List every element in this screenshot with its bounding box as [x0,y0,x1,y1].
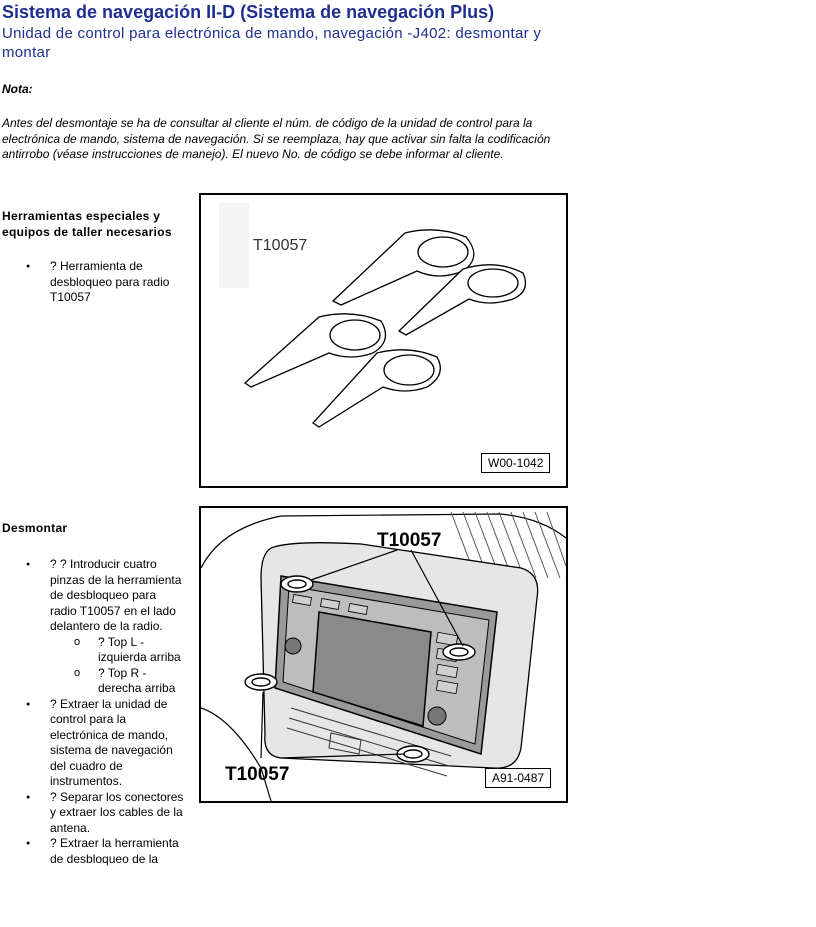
sub-list-item: o ? Top R - derecha arriba [50,666,188,697]
step-text: ? ? Introducir cuatro pinzas de la herramienta de desbloqueo para radio T10057 en el lado delantero de la radio. [50,557,182,633]
tools-heading: Herramientas especiales y equipos de taller necesarios [2,209,172,239]
note-label: Nota: [2,82,33,96]
page-title: Sistema de navegación II-D (Sistema de navegación Plus) [2,2,495,22]
figure-code: A91-0487 [485,768,551,788]
note-text: Antes del desmontaje se ha de consultar al cliente el núm. de código de la unidad de control para la electrónica de mando, sistema de navegación. Si se reemplaza, hay que activar sin falta la codificación antirrobo (véase instrucciones de manejo). El nuevo No. de código se debe informar al cliente. [2,116,551,161]
list-item: ● ? Extraer la herramienta de desbloqueo de la [2,836,186,867]
figure-code: W00-1042 [481,453,550,473]
figure-tool-label: T10057 [377,530,442,551]
knob-icon [285,638,301,654]
figure-radio [199,506,568,803]
list-item: ● ? Herramienta de desbloqueo para radio T10057 [2,259,186,306]
unlock-tool-icon [399,265,525,335]
unlock-tool-icon [313,350,440,427]
knob-icon [428,707,446,725]
removal-steps [2,557,186,867]
list-item: ● ? Separar los conectores y extraer los cables de la antena. [2,790,186,837]
figure-tools [199,193,568,488]
tools-list [2,259,186,306]
scan-shade [219,203,249,288]
figure-tool-label: T10057 [253,237,308,254]
list-item: ● ? Extraer la unidad de control para la electrónica de mando, sistema de navegación del cuadro de instrumentos. [2,697,186,790]
list-item [2,557,186,697]
radio-illustration [201,508,566,801]
page-subtitle: Unidad de control para electrónica de mando, navegación -J402: desmontar y montar [2,25,542,61]
removal-heading: Desmontar [2,521,68,535]
sub-list [50,635,186,697]
figure-tool-label: T10057 [225,764,290,785]
sub-list-item: o ? Top L - izquierda arriba [50,635,188,666]
tools-illustration [201,195,566,486]
